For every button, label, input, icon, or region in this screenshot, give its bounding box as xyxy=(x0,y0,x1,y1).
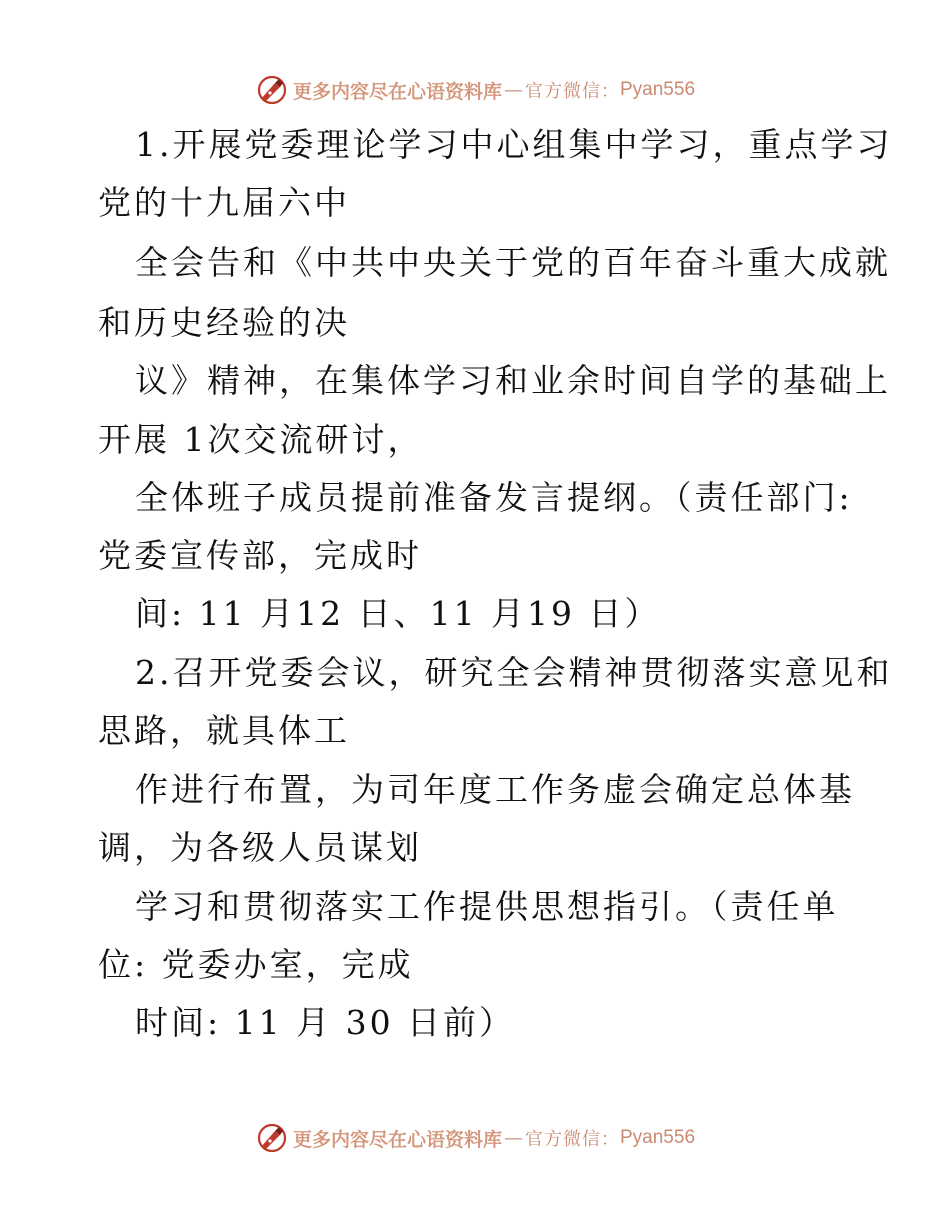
banner-wechat-id: Pyan556 xyxy=(620,79,696,100)
text-line: 议》精神，在集体学习和业余时间自学的基础上 xyxy=(135,361,891,400)
footer-banner xyxy=(0,1118,950,1158)
banner-wechat-id: Pyan556 xyxy=(620,1127,696,1148)
banner-separator: — xyxy=(504,1127,523,1149)
banner-site-text: 更多内容尽在心语资料库 xyxy=(292,80,502,103)
banner-wechat-label: 官方微信： xyxy=(525,1129,620,1150)
text-line: 1.开展党委理论学习中心组集中学习，重点学习 xyxy=(135,125,893,164)
text-line: 全会告和《中共中央关于党的百年奋斗重大成就 xyxy=(135,243,891,282)
banner-separator: — xyxy=(504,79,523,101)
text-line: 间: 11 月12 日、11 月19 日） xyxy=(135,594,661,633)
text-line: 时间: 11 月 30 日前） xyxy=(135,1003,516,1042)
text-line: 开展 1次交流研讨， xyxy=(98,420,424,459)
text-line: 党委宣传部，完成时 xyxy=(98,536,422,575)
pen-nib-logo-icon xyxy=(255,73,289,107)
header-banner xyxy=(0,70,950,110)
banner-wechat-label: 官方微信： xyxy=(525,81,620,102)
text-line: 2.召开党委会议，研究全会精神贯彻落实意见和 xyxy=(135,653,893,692)
text-line: 位: 党委办室，完成 xyxy=(98,945,414,984)
banner-site-text: 更多内容尽在心语资料库 xyxy=(292,1128,502,1151)
text-line: 党的十九届六中 xyxy=(98,183,350,222)
text-line: 和历史经验的决 xyxy=(98,303,350,342)
text-line: 学习和贯彻落实工作提供思想指引。（责任单 xyxy=(135,887,839,926)
text-line: 全体班子成员提前准备发言提纲。（责任部门: xyxy=(135,478,853,517)
pen-nib-logo-icon xyxy=(255,1121,289,1155)
text-line: 作进行布置，为司年度工作务虚会确定总体基 xyxy=(135,770,855,809)
text-line: 思路，就具体工 xyxy=(98,711,350,750)
text-line: 调，为各级人员谋划 xyxy=(98,828,422,867)
